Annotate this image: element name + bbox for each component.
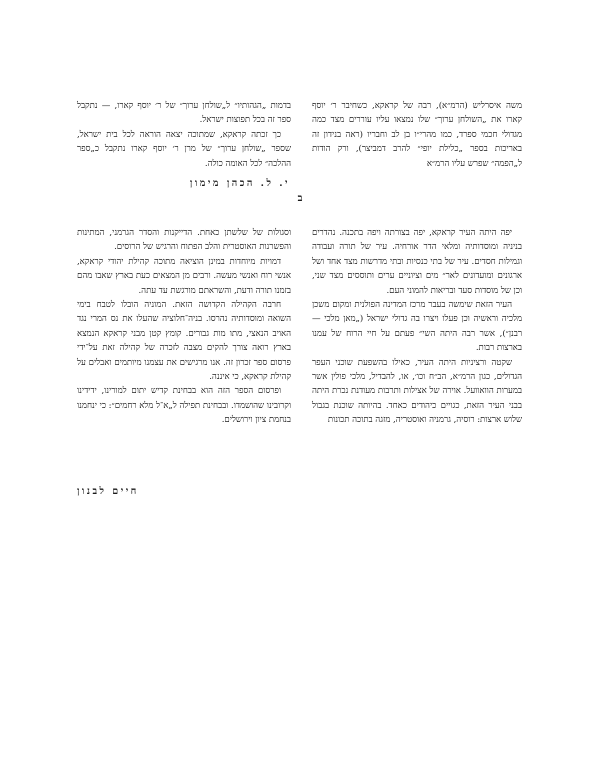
top-left-column bbox=[77, 99, 291, 169]
bottom-right-paragraph-2: העיר הזאת שימשה בעבר מרכז המדינה הפולנית ומקום משכן מלכיה וראשיה וכן פעלו ויצרו בה גדולי ישראל („מאן מלכי — רבנן״), אשר רבה היתה השי״ פעתם על חיי הרוח של עמנו בארצות רבות. bbox=[312, 300, 522, 354]
bottom-right-column bbox=[312, 226, 522, 476]
bottom-right-paragraph-1: יפה היתה העיר קראקא, יפה בצורתה ויפה בתכנה. נהדרים בניניה ומוסדותיה ומלאי הדר אורחיה. עיר של תורה ועבודה וגמילות חסדים. עיר של בתי כנסיות ובתי מדרשות מצד אחד ושל ארגונים ומועדונים לאר״ מים וציוניים ערים ותוססים מצד שני, וכן של מוסדות סעד ובריאות להמוני העם. bbox=[312, 228, 522, 296]
top-left-paragraph-1: בדמות „הגהותיו״ ל„שולחן ערוך״ של ר׳ יוסף קארו, — נתקבל ספר זה בכל תפוצות ישראל. bbox=[77, 101, 291, 126]
top-left-paragraph-2: כך זכתה קראקא, שמתוכה יצאה הוראה לכל בית ישראל, שספר „שולחן ערוך״ של מרן ר׳ יוסף קארו נתקבל כ„ספר ההלכה״ לכל האומה כולה. bbox=[77, 129, 291, 169]
bottom-left-paragraph-2: דמויות מיוחדות במינן הוציאה מתוכה קהילת יהודי קראקא, אנשי רוח ואנשי מעשה. ורבים מן המצאים כעת בארץ שאבו מהם בזמנו תורה ודעת, והשראתם מורגשת עד עתה. bbox=[77, 256, 291, 296]
bottom-right-paragraph-3: שקטה ורציניות היתה העיר, כאילו בהשפעת שוכני העפר הגדולים, כגון הרמ״א, הב״ח וכו׳, או, להבדיל, מלכי פולין אשר במערות הוואוועל. אוירה של אצילות ותרבות מעודנת נכרת היתה בבני העיר הזאת, כגויים כיהודים כאחד. בהיותה שוכנת בגבול שלוש ארצות: רוסיה, גרמניה ואוסטריה, מזגה בתוכה תכונות bbox=[312, 357, 522, 426]
top-signature: י. ל. הכהן מימון bbox=[189, 178, 290, 189]
bottom-left-paragraph-4: ופרסום הספר הזה הוא בבחינת קדיש יתום למורינו, ידידינו וקרובינו שהושמדו. ובבחינת תפילה ל„א־ל מלא רחמים״: כי ינחמנו בנחמת ציון וירושלים. bbox=[77, 386, 291, 426]
bottom-left-paragraph-3: חרבה הקהילה הקדושה הזאת. המוניה הובלו לטבח בימי השואה ומוסדותיה נהרסו. בניה־חלוציה שהעלו את נס המרי נגד האויב הנאצי, מתו מות גבורים. קומץ קטן מבני קראקא הנמצא בארץ רואה צורך להקים מצבה לזכרה של קהילה זאת על־ידי פרסום ספר זכרון זה. אנו מרגישים את עצמנו מיותמים ואבלים על קהילת קראקא, כי איננה. bbox=[77, 300, 291, 383]
top-right-column bbox=[312, 99, 522, 189]
bottom-left-column bbox=[77, 226, 291, 490]
top-right-paragraph-1: משה איסרליש (הרמ״א), רבה של קראקא, כשחיבר ר׳ יוסף קארו את „השולחן ערוך״ שלו נמצאו עליו עוררים מצד כמה מגדולי חכמי ספרד, כמו מהרי״ו בן לב וחבריו (ראה בנידון זה באריכות בספר „כלילת יופי״ להרב דמביצר), ורק הודות ל„הפמה״ שפרש עליו הרמ״א bbox=[312, 101, 522, 169]
bottom-left-paragraph-1: וסגולות של שלשתן כאחת. הדייקנות והסדר הגרמני, המתינות והפשרנות האוסטרית והלב הפתוח והרגיש של הרוסים. bbox=[77, 228, 291, 253]
bottom-signature: חיים לבנון bbox=[77, 486, 139, 497]
section-marker: ב bbox=[297, 193, 303, 204]
